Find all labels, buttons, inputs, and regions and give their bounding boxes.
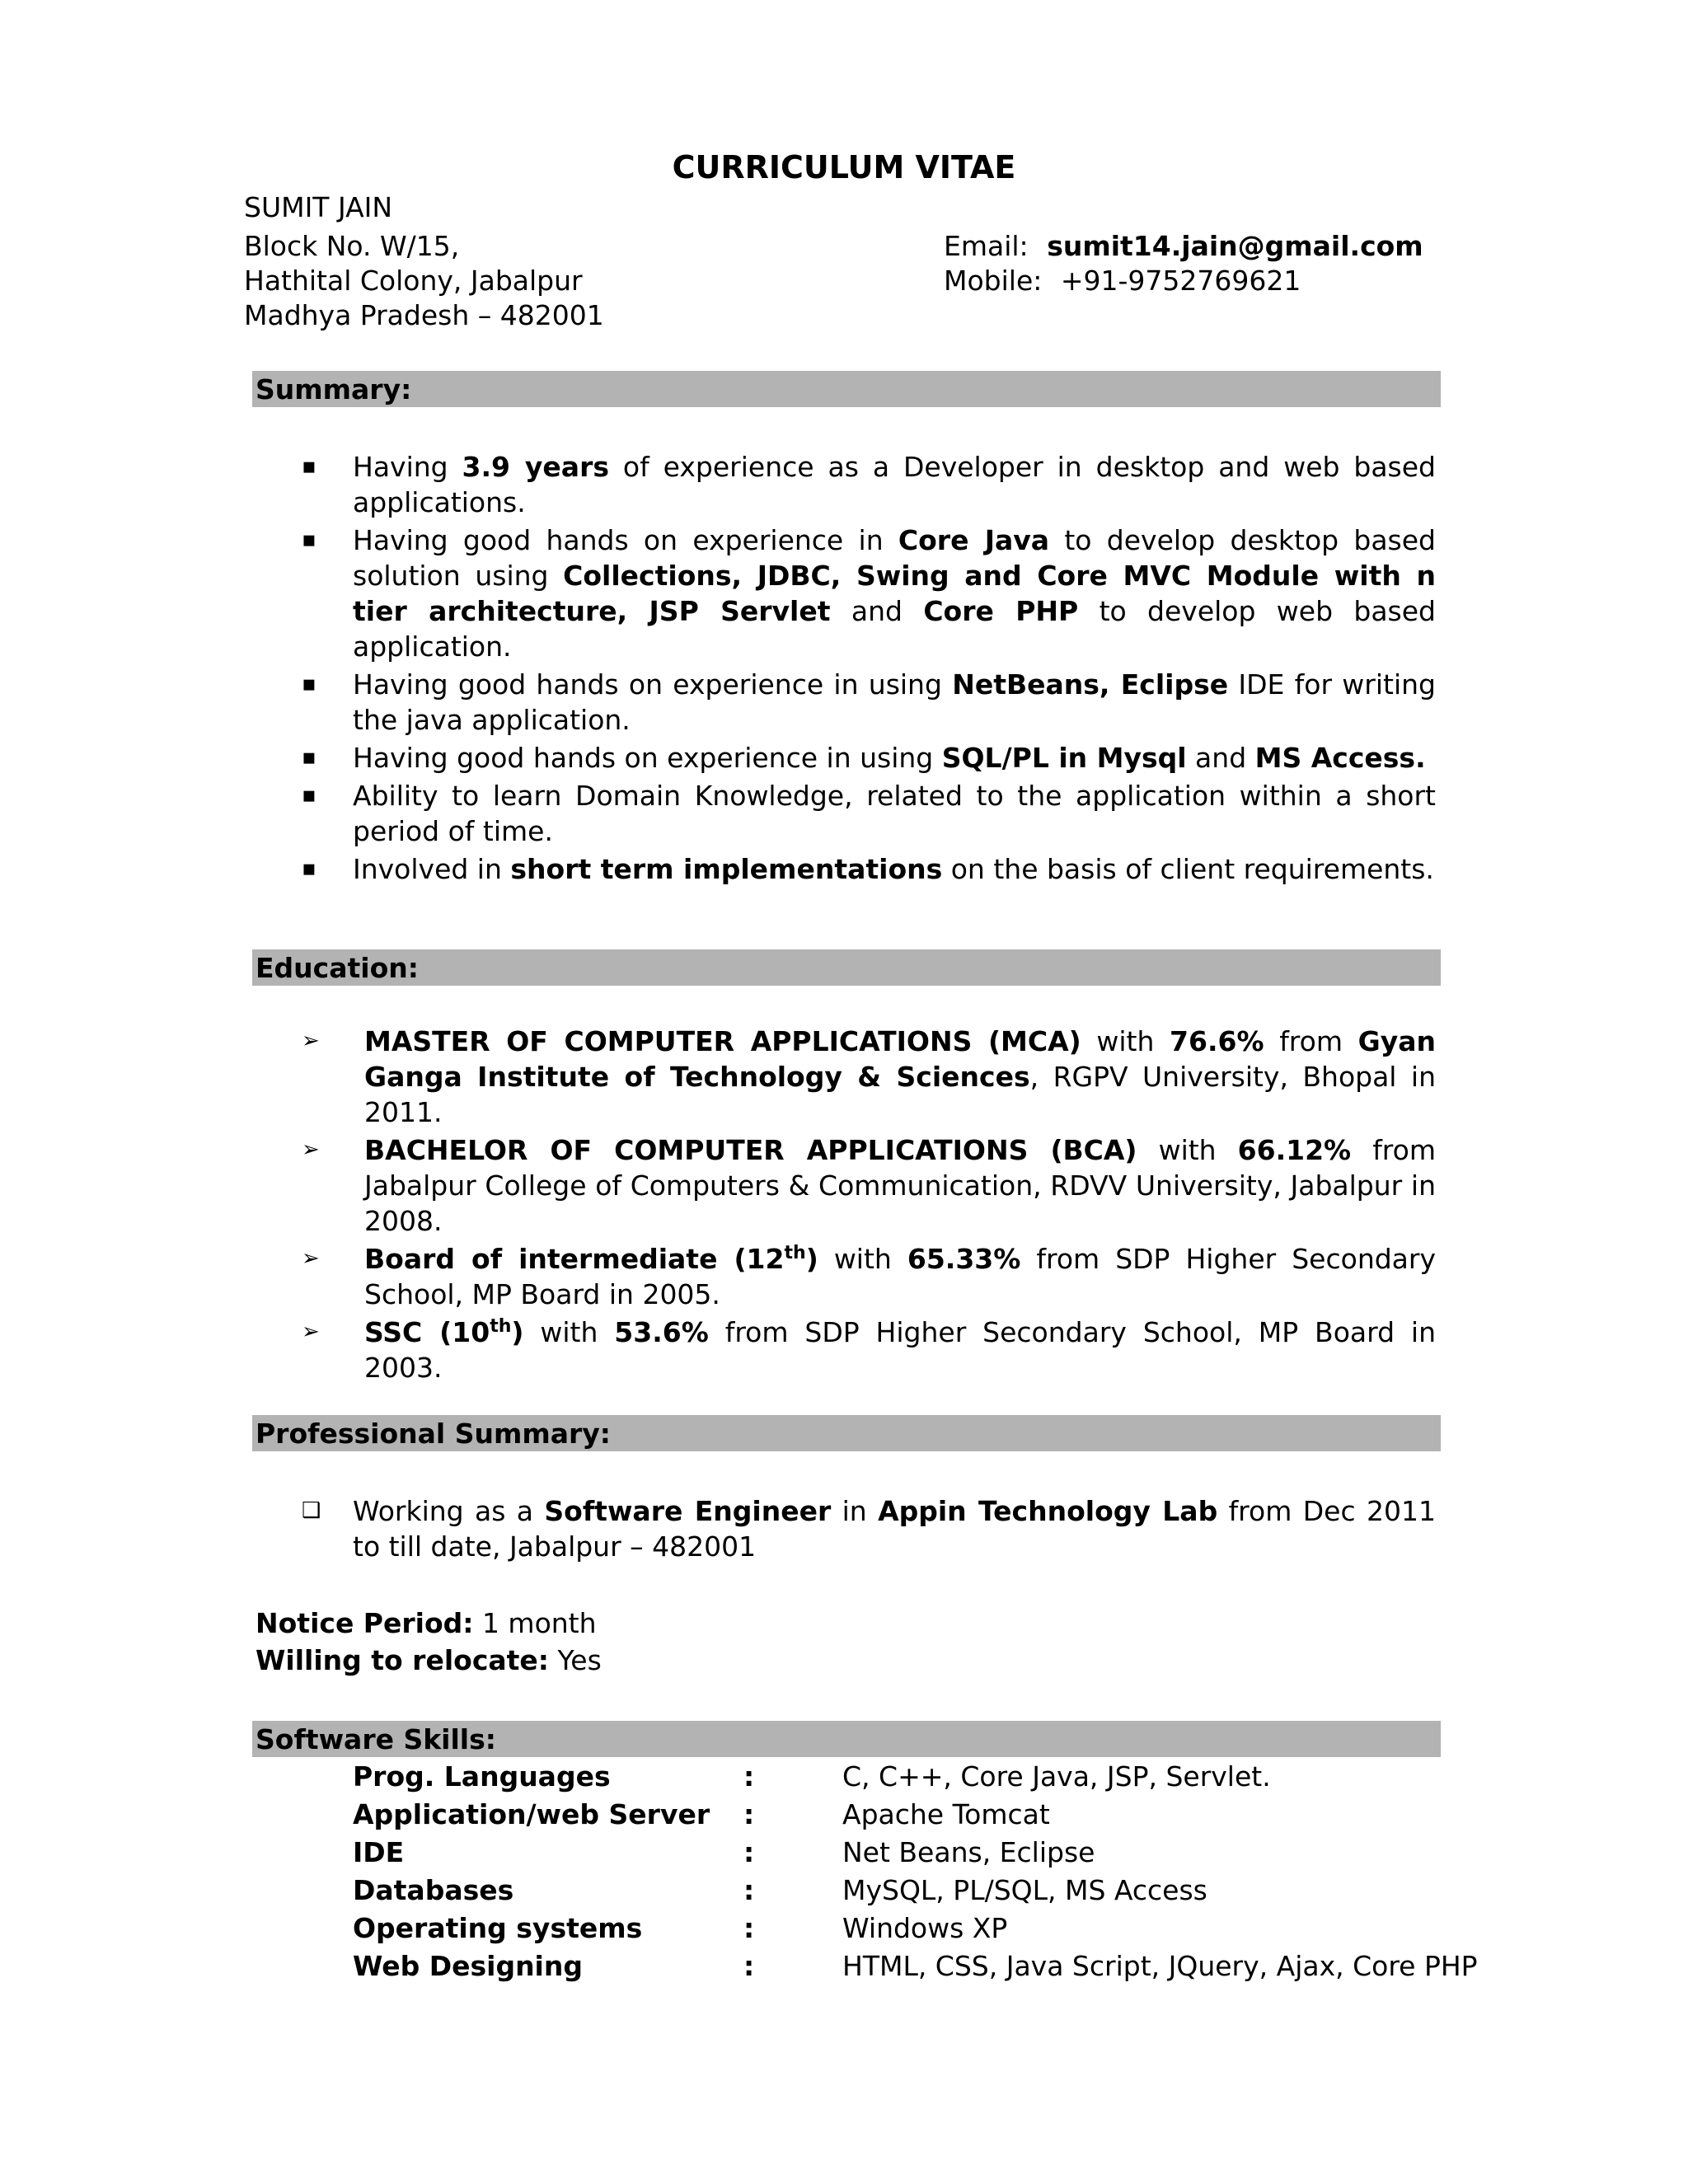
- section-professional-heading: Professional Summary:: [252, 1415, 1441, 1451]
- body-text: to develop desktop based solution using: [353, 524, 1436, 592]
- summary-item: [297, 449, 1436, 520]
- address-line-2: Hathital Colony, Jabalpur: [244, 265, 583, 297]
- mobile-label: Mobile:: [944, 265, 1043, 297]
- body-text: to develop web based application.: [353, 595, 1436, 663]
- bullet-icon: ➢: [302, 1029, 320, 1053]
- emphasis-text: Core PHP: [923, 595, 1079, 627]
- section-skills-heading: Software Skills:: [252, 1721, 1441, 1757]
- body-text: with: [523, 1316, 615, 1348]
- summary-item: [297, 740, 1436, 776]
- body-text: of experience as a Developer in desktop and web based applications.: [353, 451, 1436, 518]
- emphasis-text: Board of intermediate (12: [364, 1243, 785, 1275]
- emphasis-text: SQL/PL in Mysql: [941, 742, 1187, 774]
- body-text: Working as a: [353, 1495, 545, 1527]
- education-item-text: [364, 1243, 1436, 1310]
- skill-value: Net Beans, Eclipse: [842, 1836, 1095, 1868]
- body-text: and: [830, 595, 924, 627]
- bullet-icon: ▪: [302, 672, 316, 696]
- emphasis-text: 65.33%: [907, 1243, 1021, 1275]
- section-summary-heading: Summary:: [252, 371, 1441, 407]
- bullet-icon: ▪: [302, 856, 316, 881]
- summary-item: [297, 778, 1436, 849]
- body-text: with: [1137, 1134, 1238, 1166]
- emphasis-text: MS Access.: [1254, 742, 1426, 774]
- emphasis-text: 66.12%: [1237, 1134, 1352, 1166]
- notice-period: [256, 1605, 597, 1642]
- body-text: Having: [353, 451, 462, 483]
- education-item-text: [364, 1134, 1436, 1237]
- section-education-heading: Education:: [252, 949, 1441, 986]
- emphasis-text: SSC (10: [364, 1316, 490, 1348]
- email-line: [944, 229, 1423, 264]
- skill-separator: :: [743, 1760, 755, 1793]
- address-line-3: Madhya Pradesh – 482001: [244, 299, 604, 331]
- summary-item-text: [353, 524, 1436, 663]
- willing-to-relocate: [256, 1642, 602, 1679]
- body-text: Ability to learn Domain Knowledge, related to the application within a short period of time.: [353, 780, 1436, 847]
- skill-value: MySQL, PL/SQL, MS Access: [842, 1874, 1207, 1906]
- relocate-value: Yes: [549, 1644, 602, 1676]
- professional-item-text: [353, 1495, 1436, 1563]
- emphasis-text: 53.6%: [614, 1316, 709, 1348]
- summary-item-text: [353, 853, 1434, 885]
- emphasis-text: Core Java: [898, 524, 1050, 556]
- body-text: from SDP Higher Secondary School, MP Board in 2003.: [364, 1316, 1437, 1384]
- skill-separator: :: [743, 1836, 755, 1868]
- professional-list: [297, 1493, 1436, 1564]
- bullet-icon: ➢: [302, 1137, 320, 1162]
- body-text: from SDP Higher Secondary School, MP Board in 2005.: [364, 1243, 1437, 1310]
- emphasis-text: Gyan Ganga Institute of Technology & Sciences: [364, 1025, 1436, 1093]
- body-text: and: [1186, 742, 1255, 774]
- notice-period-value: 1 month: [473, 1607, 597, 1639]
- mobile-line: [944, 264, 1301, 298]
- skills-table: [353, 1758, 1478, 1985]
- mobile-value: +91-9752769621: [1060, 265, 1301, 297]
- summary-item: [297, 667, 1436, 738]
- emphasis-text: MASTER OF COMPUTER APPLICATIONS (MCA): [364, 1025, 1081, 1057]
- summary-item-text: [353, 742, 1426, 774]
- summary-list: [297, 449, 1436, 889]
- skill-separator: :: [743, 1798, 755, 1830]
- candidate-name: SUMIT JAIN: [244, 191, 393, 223]
- emphasis-text: short term implementations: [510, 853, 943, 885]
- skill-row: [353, 1872, 1449, 1910]
- education-list: [297, 1024, 1436, 1388]
- skill-separator: :: [743, 1912, 755, 1944]
- bullet-icon: ▪: [302, 527, 316, 552]
- skill-row: [353, 1834, 1449, 1872]
- skill-category: Databases: [353, 1874, 514, 1906]
- emphasis-text: BACHELOR OF COMPUTER APPLICATIONS (BCA): [364, 1134, 1137, 1166]
- body-text: from: [1264, 1025, 1358, 1057]
- summary-item-text: [353, 451, 1436, 518]
- body-text: Having good hands on experience in: [353, 524, 898, 556]
- skill-value: HTML, CSS, Java Script, JQuery, Ajax, Core PHP: [842, 1950, 1478, 1982]
- emphasis-text: Collections, JDBC, Swing and Core MVC Module with n tier architecture, JSP Servlet: [353, 560, 1437, 627]
- bullet-icon: ❑: [302, 1498, 321, 1523]
- skill-value: Windows XP: [842, 1912, 1008, 1944]
- emphasis-text: Software Engineer: [544, 1495, 832, 1527]
- skill-category: Prog. Languages: [353, 1760, 611, 1793]
- emphasis-text: ): [805, 1243, 818, 1275]
- emphasis-text: 3.9 years: [462, 451, 609, 483]
- relocate-label: Willing to relocate:: [256, 1644, 550, 1676]
- summary-item: [297, 851, 1436, 887]
- body-text: Involved in: [353, 853, 511, 885]
- skill-value: Apache Tomcat: [842, 1798, 1050, 1830]
- emphasis-text: th: [784, 1243, 806, 1263]
- education-item-text: [364, 1316, 1436, 1384]
- education-item: [297, 1315, 1436, 1385]
- skill-row: [353, 1947, 1478, 1985]
- email-value: sumit14.jain@gmail.com: [1047, 230, 1423, 262]
- education-item: [297, 1241, 1436, 1312]
- address-line-1: Block No. W/15,: [244, 230, 460, 262]
- summary-item: [297, 523, 1436, 664]
- skill-separator: :: [743, 1950, 755, 1982]
- skill-category: Operating systems: [353, 1912, 643, 1944]
- body-text: on the basis of client requirements.: [942, 853, 1434, 885]
- document-title: CURRICULUM VITAE: [672, 149, 1016, 185]
- body-text: from Jabalpur College of Computers & Communication, RDVV University, Jabalpur in 2008.: [364, 1134, 1436, 1237]
- summary-item-text: [353, 780, 1436, 847]
- skill-row: [353, 1758, 1449, 1796]
- bullet-icon: ▪: [302, 454, 316, 479]
- bullet-icon: ▪: [302, 783, 316, 808]
- skill-row: [353, 1796, 1449, 1834]
- body-text: , RGPV University, Bhopal in 2011.: [364, 1061, 1437, 1128]
- body-text: IDE for writing the java application.: [353, 668, 1436, 736]
- education-item: [297, 1024, 1436, 1130]
- skill-value: C, C++, Core Java, JSP, Servlet.: [842, 1760, 1271, 1793]
- education-item: [297, 1132, 1436, 1239]
- skill-separator: :: [743, 1874, 755, 1906]
- summary-item-text: [353, 668, 1436, 736]
- professional-item: [297, 1493, 1436, 1564]
- bullet-icon: ▪: [302, 745, 316, 770]
- emphasis-text: Appin Technology Lab: [878, 1495, 1218, 1527]
- notice-period-label: Notice Period:: [256, 1607, 474, 1639]
- body-text: with: [818, 1243, 907, 1275]
- body-text: Having good hands on experience in using: [353, 742, 942, 774]
- bullet-icon: ➢: [302, 1319, 320, 1344]
- education-item-text: [364, 1025, 1436, 1128]
- bullet-icon: ➢: [302, 1246, 320, 1271]
- email-label: Email:: [944, 230, 1029, 262]
- emphasis-text: th: [490, 1316, 512, 1337]
- skill-category: IDE: [353, 1836, 405, 1868]
- body-text: from Dec 2011 to till date, Jabalpur – 482001: [353, 1495, 1436, 1563]
- emphasis-text: ): [511, 1316, 524, 1348]
- emphasis-text: NetBeans, Eclipse: [952, 668, 1229, 701]
- emphasis-text: 76.6%: [1170, 1025, 1264, 1057]
- body-text: with: [1081, 1025, 1170, 1057]
- body-text: in: [831, 1495, 879, 1527]
- skill-category: Web Designing: [353, 1950, 583, 1982]
- skill-row: [353, 1910, 1449, 1947]
- body-text: Having good hands on experience in using: [353, 668, 953, 701]
- skill-category: Application/web Server: [353, 1798, 710, 1830]
